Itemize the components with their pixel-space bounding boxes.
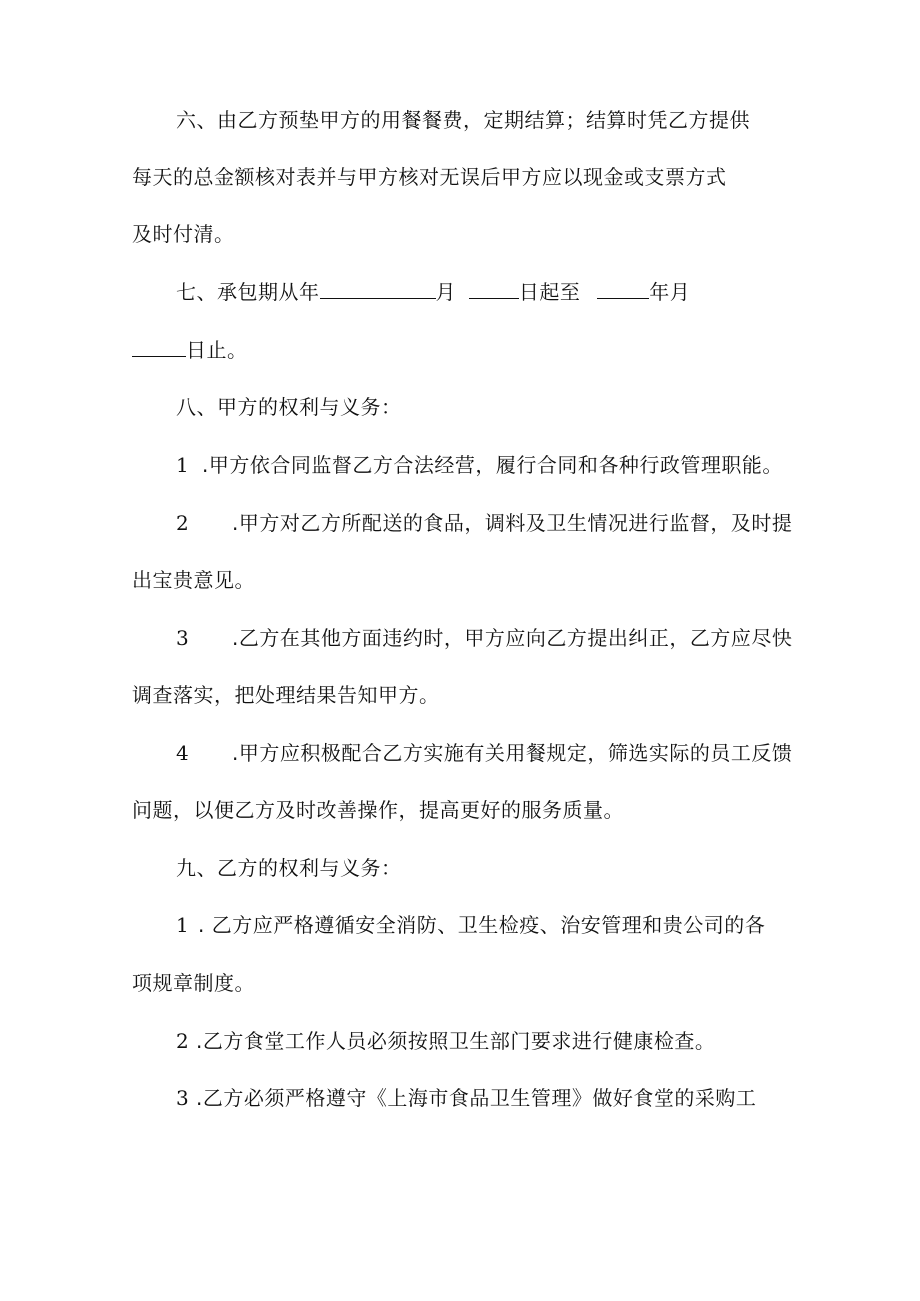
section-6-line-2: 每天的总金额核对表并与甲方核对无误后甲方应以现金或支票方式	[132, 165, 727, 189]
section-9-item-1	[176, 911, 765, 939]
item-number: 3	[176, 626, 190, 650]
item-number: 3	[176, 1086, 190, 1110]
item-number: 1	[176, 453, 190, 477]
item-text: .甲方对乙方所配送的食品，调料及卫生情况进行监督，及时提	[232, 511, 793, 535]
item-text: .乙方在其他方面违约时，甲方应向乙方提出纠正，乙方应尽快	[232, 626, 793, 650]
item-text: .甲方应积极配合乙方实施有关用餐规定，筛选实际的员工反馈	[232, 741, 793, 765]
section-7-day-from: 日起至	[518, 280, 581, 304]
section-8-item-2-cont: 出宝贵意见。	[132, 568, 255, 592]
section-8-item-4	[176, 739, 792, 767]
section-8-item-3	[176, 624, 792, 652]
section-9-item-3	[176, 1084, 756, 1112]
section-6-line-1: 六、由乙方预垫甲方的用餐餐费，定期结算；结算时凭乙方提供	[176, 108, 750, 132]
section-7-year-month: 年月	[649, 280, 691, 304]
section-7-month: 月	[435, 280, 456, 304]
item-text: .甲方依合同监督乙方合法经营，履行合同和各种行政管理职能。	[202, 453, 783, 477]
item-text: .乙方食堂工作人员必须按照卫生部门要求进行健康检查。	[196, 1029, 716, 1053]
section-8-item-2	[176, 509, 792, 537]
month-blank	[469, 278, 519, 299]
section-7-line-1	[176, 278, 690, 306]
section-9-item-2	[176, 1027, 715, 1055]
item-number: 1	[176, 913, 190, 937]
section-7-day-to: 日止。	[186, 338, 248, 362]
year-blank	[320, 278, 436, 299]
section-6-line-3: 及时付清。	[132, 222, 235, 246]
item-number: 2	[176, 511, 190, 535]
to-day-blank	[132, 336, 186, 357]
item-number: 4	[176, 741, 190, 765]
to-year-blank	[597, 278, 649, 299]
section-8-item-3-cont: 调查落实，把处理结果告知甲方。	[132, 683, 440, 707]
section-8-item-4-cont: 问题，以便乙方及时改善操作，提高更好的服务质量。	[132, 798, 624, 822]
section-7-line-2	[132, 336, 248, 364]
section-8-heading: 八、甲方的权利与义务：	[176, 395, 402, 419]
section-9-heading: 九、乙方的权利与义务：	[176, 856, 402, 880]
section-9-item-1-cont: 项规章制度。	[132, 971, 255, 995]
item-text: .乙方必须严格遵守《上海市食品卫生管理》做好食堂的采购工	[196, 1086, 757, 1110]
section-8-item-1	[176, 451, 783, 479]
item-number: 2	[176, 1029, 190, 1053]
section-7-prefix: 七、承包期从年	[176, 280, 320, 304]
item-text: . 乙方应严格遵循安全消防、卫生检疫、治安管理和贵公司的各	[198, 913, 766, 937]
